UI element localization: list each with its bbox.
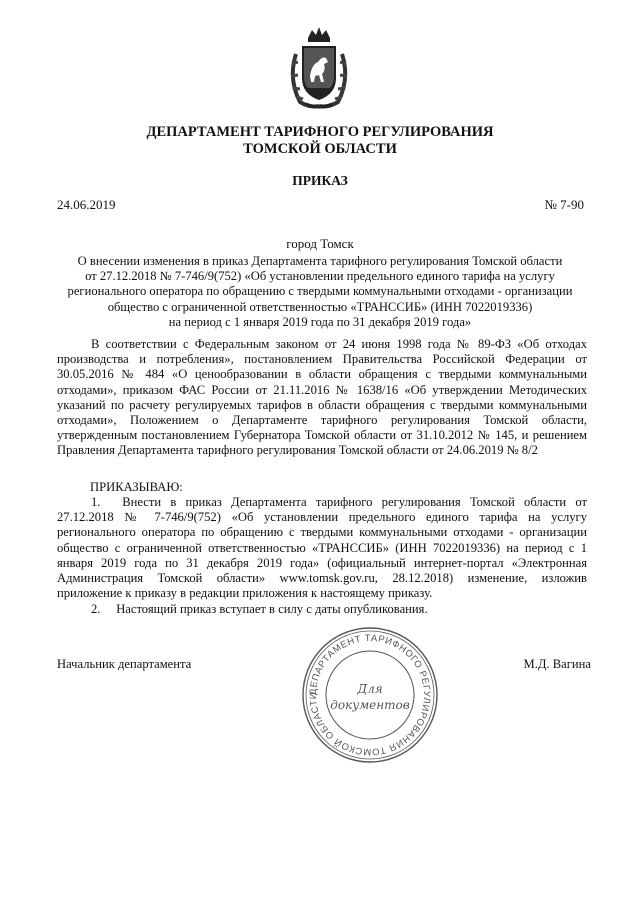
subject-line: общество с ограниченной ответственностью «ТРАНССИБ» (ИНН 7022019336) [107,299,533,314]
department-name-line2: ТОМСКОЙ ОБЛАСТИ [243,141,397,157]
order-item-2: 2. Настоящий приказ вступает в силу с даты опубликования. [91,602,428,616]
official-stamp [300,625,440,765]
tomsk-coat-of-arms-icon [286,24,352,110]
order-subject [60,254,580,330]
stamp-center-line1: Для [357,682,383,696]
subject-line: регионального оператора по обращению с твердыми коммунальными отходами - организации [67,284,573,299]
department-name-line1: ДЕПАРТАМЕНТ ТАРИФНОГО РЕГУЛИРОВАНИЯ [146,124,494,140]
issue-city: город Томск [286,236,354,251]
preamble-paragraph: В соответствии с Федеральным законом от 24 июня 1998 года № 89-ФЗ «Об отходах производства и потребления», постановлением Правительства Российской Федерации от 30.05.2016 № 484 «О ценообразовании в области обращения с твердыми коммунальными отходами», приказом ФАС России от 21.11.2016 № 1638/16 «Об утверждении Методических указаний по расчету регулируемых тарифов в области обращения с твердыми коммунальными отходами», Положением о Департаменте тарифного регулирования Томской области, утвержденным постановлением Губернатора Томской области от 31.10.2012 № 145, и решением Правления Департамента тарифного регулирования Томской области от 24.06.2019 № 8/2 [57,337,587,458]
signatory-position: Начальник департамента [57,657,192,671]
subject-line: на период с 1 января 2019 года по 31 декабря 2019 года» [168,314,472,329]
document-type-title: ПРИКАЗ [292,173,348,188]
signatory-name: М.Д. Вагина [523,657,591,671]
stamp-center-line2: документов [330,698,410,712]
order-number: № 7-90 [544,197,584,212]
decree-word: ПРИКАЗЫВАЮ: [90,480,183,494]
order-item-1: 1. Внести в приказ Департамента тарифного регулирования Томской области от 27.12.2018 № 7-746/9(752) «Об установлении предельного единого тарифа на услугу регионального оператора по обращению с твердыми коммунальными отходами - организации общество с ограниченной ответственностью «ТРАНССИБ» (ИНН 7022019336) на период с 1 января 2019 года по 31 декабря 2019 года» (официальный интернет-портал «Электронная Администрация Томской области» www.tomsk.gov.ru, 28.12.2018) изменение, изложив приложение к приказу в редакции приложения к настоящему приказу. [57,495,587,601]
stamp-ring-text: ДЕПАРТАМЕНТ ТАРИФНОГО РЕГУЛИРОВАНИЯ ТОМСКОЙ ОБЛАСТИ [306,631,434,759]
subject-line: О внесении изменения в приказ Департамента тарифного регулирования Томской области [77,254,563,268]
order-date: 24.06.2019 [57,197,116,212]
subject-line: от 27.12.2018 № 7-746/9(752) «Об установлении предельного единого тарифа на услугу [85,269,555,284]
